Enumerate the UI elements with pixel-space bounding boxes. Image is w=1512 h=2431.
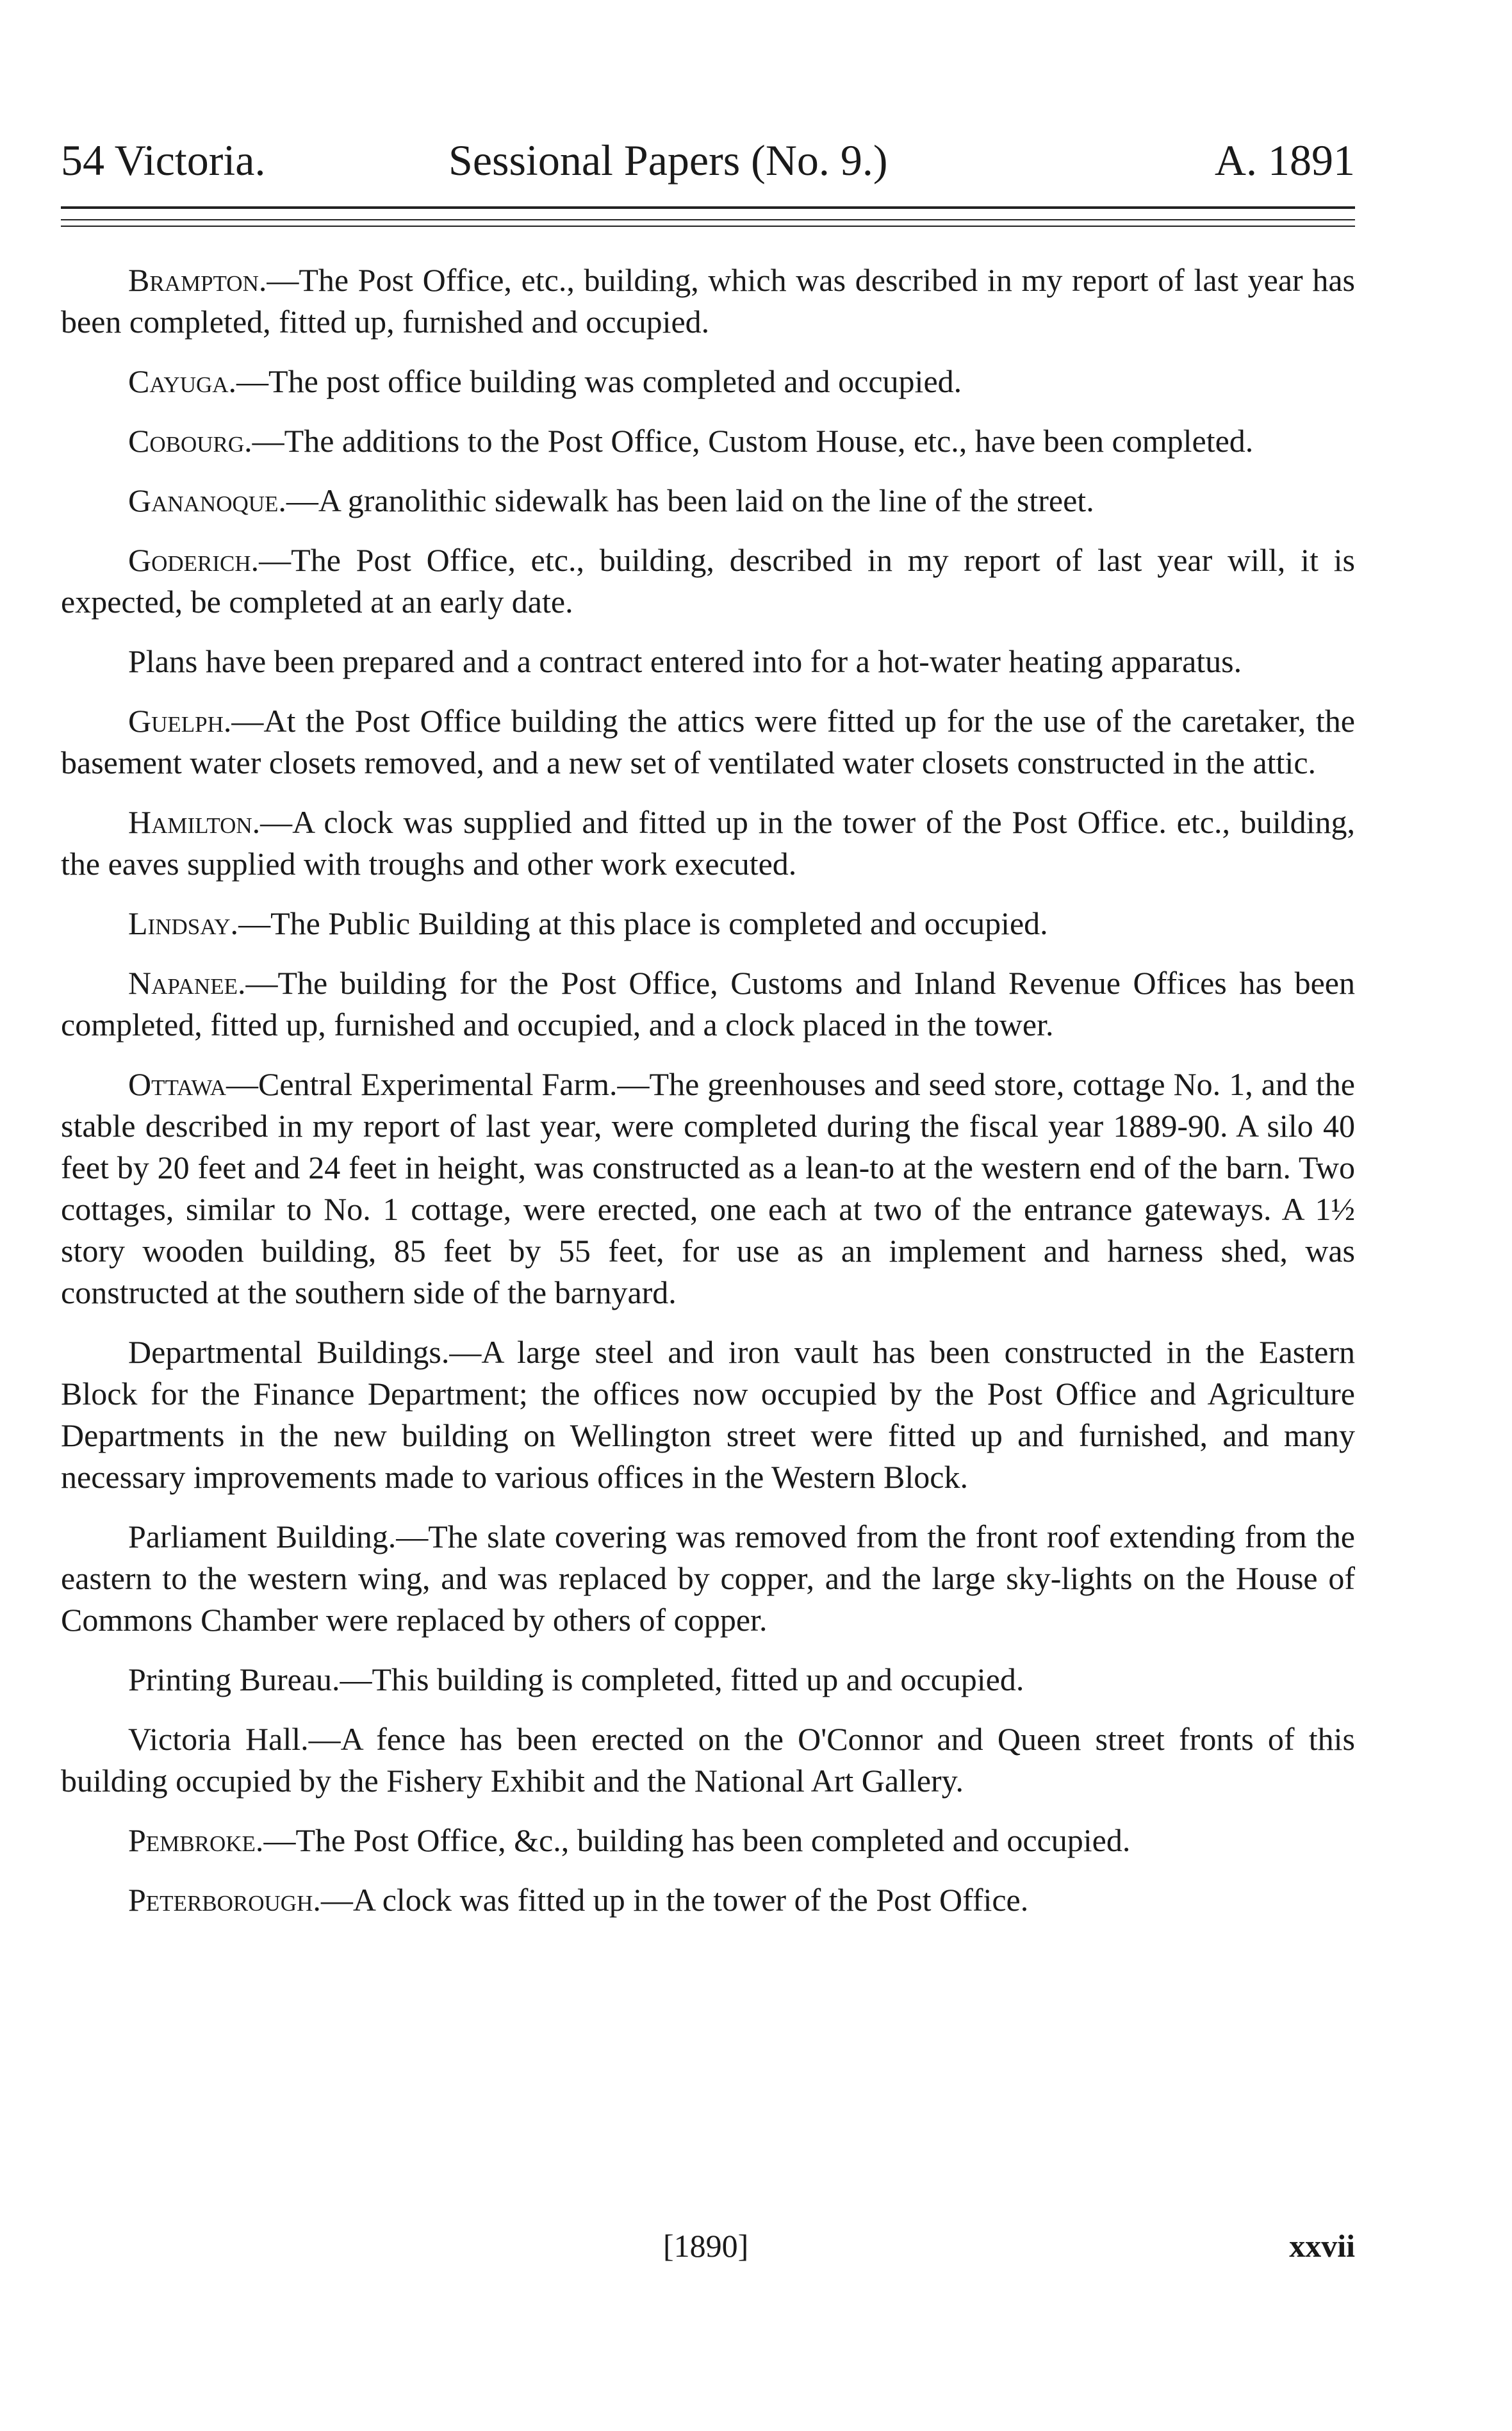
paragraph-guelph	[61, 700, 1355, 784]
header-year: A. 1891	[1214, 136, 1355, 185]
paragraph-heading: Pembroke.	[128, 1822, 264, 1858]
paragraph-text: —A clock was fitted up in the tower of the Post Office.	[320, 1882, 1029, 1918]
paragraph-goderich-plans	[61, 641, 1355, 682]
paragraph-parliament-building	[61, 1516, 1355, 1641]
header-title: Sessional Papers (No. 9.)	[448, 136, 888, 185]
paragraph-text: Plans have been prepared and a contract entered into for a hot-water heating apparatus.	[128, 643, 1242, 679]
paragraph-text: —Central Experimental Farm.—The greenhouses and seed store, cottage No. 1, and the stable described in my report of last year, were completed during the fiscal year 1889-90. A silo 40 feet by 20 feet and 24 feet in height, was constructed as a lean-to at the western end of the barn. Two cottages, similar to No. 1 cottage, were erected, one each at two of the entrance gateways. A 1½ story wooden building, 85 feet by 55 feet, for use as an implement and harness shed, was constructed at the southern side of the barnyard.	[61, 1066, 1355, 1310]
paragraph-heading: Cayuga.	[128, 363, 237, 399]
paragraph-heading: Goderich.	[128, 542, 259, 578]
paragraph-heading: Cobourg.	[128, 423, 252, 459]
page-footer	[61, 2223, 1355, 2268]
paragraph-text: —At the Post Office building the attics were fitted up for the use of the caretaker, the basement water closets removed, and a new set of ventilated water closets constructed in the attic.	[61, 703, 1355, 780]
paragraph-peterborough	[61, 1879, 1355, 1921]
paragraph-text: —A clock was supplied and fitted up in the tower of the Post Office. etc., building, the eaves supplied with troughs and other work executed.	[61, 804, 1355, 882]
paragraph-hamilton	[61, 802, 1355, 885]
paragraph-text: Parliament Building.—The slate covering was removed from the front roof extending from the eastern to the western wing, and was replaced by copper, and the large sky-lights on the House of Commons Chamber were replaced by others of copper.	[61, 1519, 1355, 1638]
paragraph-heading: Peterborough.	[128, 1882, 321, 1918]
page-header	[61, 131, 1355, 189]
paragraph-napanee	[61, 962, 1355, 1046]
footer-year: [1890]	[663, 2228, 749, 2264]
paragraph-text: —The Post Office, &c., building has been completed and occupied.	[263, 1822, 1131, 1858]
paragraph-brampton	[61, 260, 1355, 343]
paragraph-heading: Guelph.	[128, 703, 232, 739]
paragraph-heading: Gananoque.	[128, 482, 286, 518]
body-text	[61, 260, 1355, 1939]
paragraph-text: —A granolithic sidewalk has been laid on the line of the street.	[286, 482, 1094, 518]
paragraph-text: —The post office building was completed and occupied.	[236, 363, 962, 399]
page-number: xxvii	[1289, 2228, 1355, 2264]
paragraph-text: Departmental Buildings.—A large steel and iron vault has been constructed in the Eastern Block for the Finance Department; the offices now occupied by the Post Office and Agriculture Departments in the new building on Wellington street were fitted up and furnished, and many necessary improvements made to various offices in the Western Block.	[61, 1334, 1355, 1495]
paragraph-goderich	[61, 540, 1355, 623]
paragraph-heading: Lindsay.	[128, 905, 239, 941]
paragraph-text: Printing Bureau.—This building is completed, fitted up and occupied.	[128, 1661, 1024, 1697]
paragraph-text: —The additions to the Post Office, Custom House, etc., have been completed.	[252, 423, 1254, 459]
paragraph-pembroke	[61, 1820, 1355, 1861]
paragraph-gananoque	[61, 480, 1355, 522]
header-rule-thin-2	[61, 226, 1355, 227]
paragraph-heading: Hamilton.	[128, 804, 261, 840]
paragraph-text: —The Post Office, etc., building, which was described in my report of last year has been completed, fitted up, furnished and occupied.	[61, 262, 1355, 340]
paragraph-victoria-hall	[61, 1718, 1355, 1802]
paragraph-heading: Ottawa	[128, 1066, 226, 1102]
header-volume: 54 Victoria.	[61, 136, 266, 185]
paragraph-text: —The building for the Post Office, Customs and Inland Revenue Offices has been completed, fitted up, furnished and occupied, and a clock placed in the tower.	[61, 965, 1355, 1042]
paragraph-heading: Brampton.	[128, 262, 267, 298]
header-rule-thin	[61, 219, 1355, 220]
paragraph-text: —The Post Office, etc., building, described in my report of last year will, it is expected, be completed at an early date.	[61, 542, 1355, 620]
paragraph-ottawa	[61, 1064, 1355, 1314]
paragraph-lindsay	[61, 903, 1355, 944]
paragraph-printing-bureau	[61, 1659, 1355, 1701]
paragraph-text: —The Public Building at this place is completed and occupied.	[238, 905, 1048, 941]
header-rule-thick	[61, 206, 1355, 209]
paragraph-cobourg	[61, 420, 1355, 462]
paragraph-text: Victoria Hall.—A fence has been erected on the O'Connor and Queen street fronts of this building occupied by the Fishery Exhibit and the National Art Gallery.	[61, 1721, 1355, 1799]
paragraph-cayuga	[61, 361, 1355, 402]
paragraph-departmental-buildings	[61, 1331, 1355, 1498]
paragraph-heading: Napanee.	[128, 965, 246, 1001]
